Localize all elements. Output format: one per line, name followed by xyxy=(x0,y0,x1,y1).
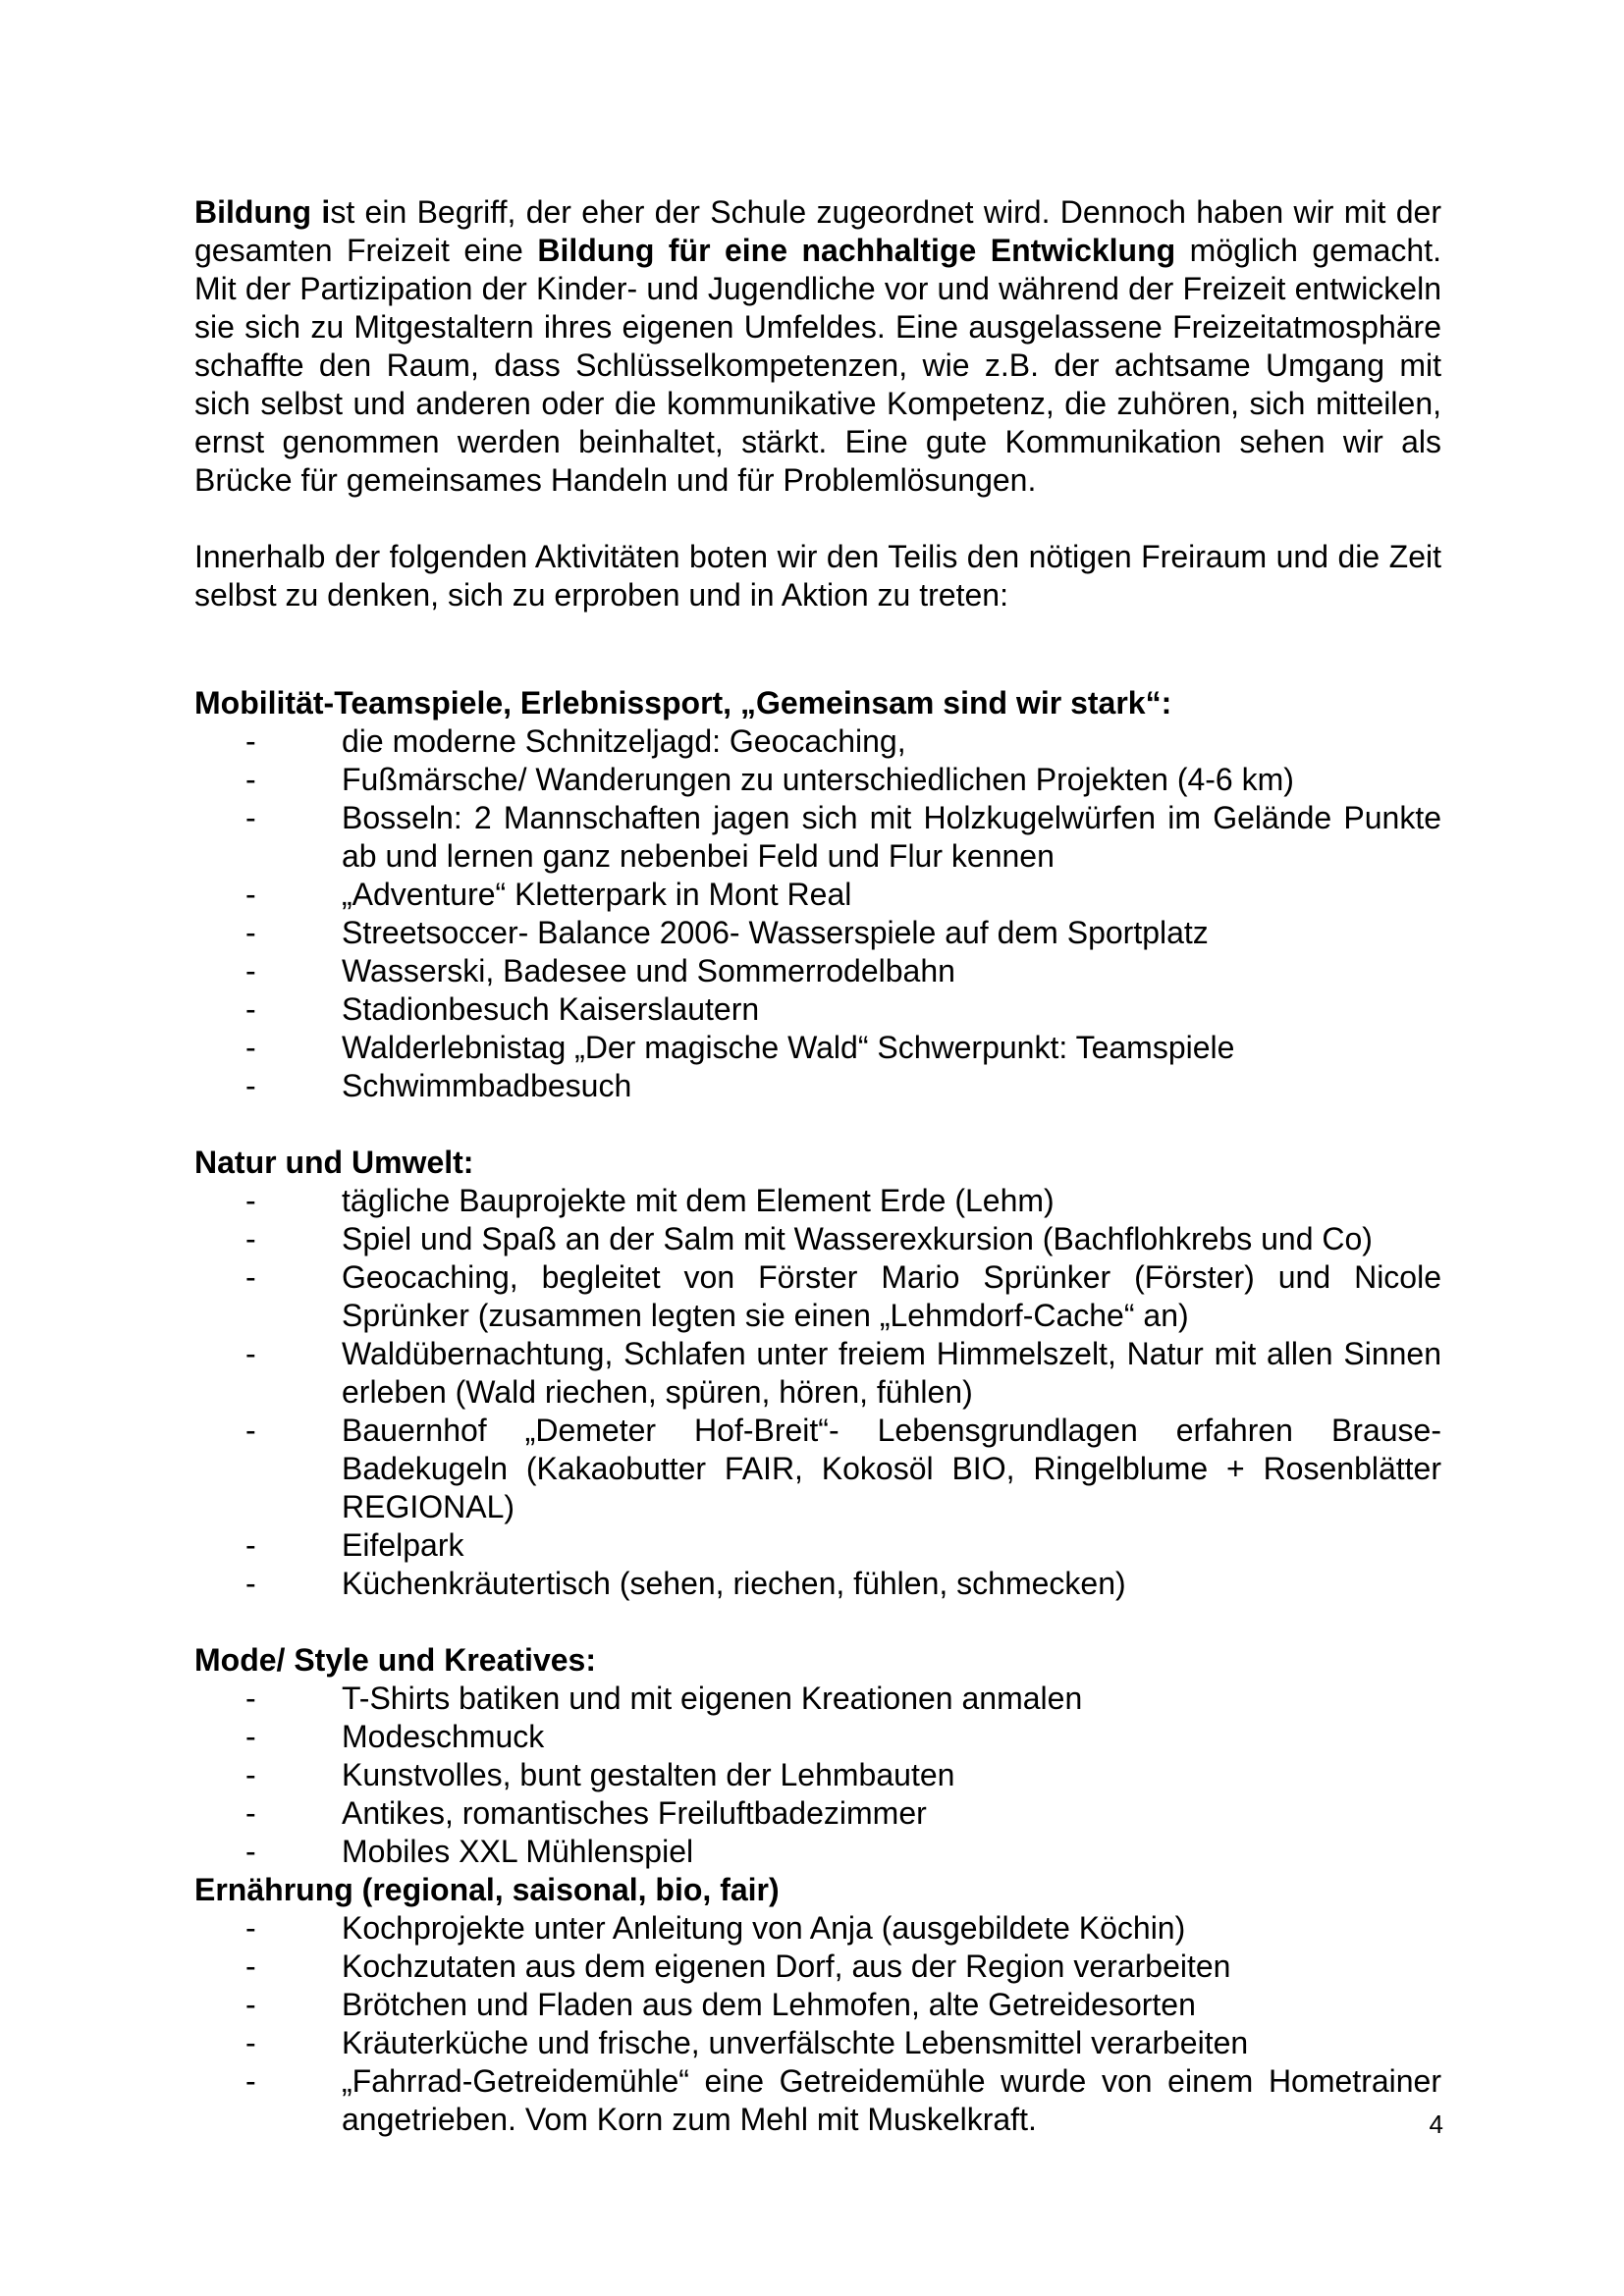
list-item xyxy=(194,2062,1441,2139)
activity-list xyxy=(194,722,1441,1105)
list-item xyxy=(194,761,1441,799)
bold-term-bne: Bildung für eine nachhaltige Entwicklung xyxy=(537,233,1176,268)
bullet-dash: - xyxy=(245,1030,256,1065)
activity-sections xyxy=(194,684,1441,2139)
bullet-dash: - xyxy=(245,2063,256,2099)
list-item-text: „Adventure“ Kletterpark in Mont Real xyxy=(342,877,852,912)
bullet-dash: - xyxy=(245,1566,256,1601)
section-heading: Mobilität-Teamspiele, Erlebnissport, „Gemeinsam sind wir stark“: xyxy=(194,685,1172,721)
list-item-text: Streetsoccer- Balance 2006- Wasserspiele auf dem Sportplatz xyxy=(342,915,1209,950)
list-item-text: Spiel und Spaß an der Salm mit Wasserexkursion (Bachflohkrebs und Co) xyxy=(342,1221,1373,1256)
bullet-dash: - xyxy=(245,1681,256,1716)
list-item xyxy=(194,799,1441,876)
bullet-dash: - xyxy=(245,877,256,912)
section-natur-umwelt xyxy=(194,1144,1441,1603)
list-item-text: Schwimmbadbesuch xyxy=(342,1068,632,1103)
list-item xyxy=(194,1756,1441,1794)
section-mobilitaet xyxy=(194,684,1441,1105)
list-item xyxy=(194,990,1441,1029)
list-item xyxy=(194,1182,1441,1220)
list-item-text: Kochprojekte unter Anleitung von Anja (ausgebildete Köchin) xyxy=(342,1910,1186,1946)
list-item xyxy=(194,876,1441,914)
bullet-dash: - xyxy=(245,1719,256,1754)
list-item-text: Stadionbesuch Kaiserslautern xyxy=(342,991,760,1027)
bullet-dash: - xyxy=(245,953,256,988)
list-item xyxy=(194,1335,1441,1412)
bullet-dash: - xyxy=(245,2025,256,2060)
section-mode-style xyxy=(194,1641,1441,1871)
intro-text-part-2: möglich gemacht. Mit der Partizipation der Kinder- und Jugendliche vor und während der Freizeit entwickeln sie sich zu Mitgestaltern ihres eigenen Umfeldes. Eine ausgelassene Freizeitatmosphäre schaffte den Raum, dass Schlüsselkompetenzen, wie z.B. der achtsame Umgang mit sich selbst und anderen oder die kommunikative Kompetenz, die zuhören, sich mitteilen, ernst genommen werden beinhaltet, stärkt. Eine gute Kommunikation sehen wir als Brücke für gemeinsames Handeln und für Problemlösungen. xyxy=(194,233,1442,498)
list-item-text: Küchenkräutertisch (sehen, riechen, fühlen, schmecken) xyxy=(342,1566,1126,1601)
list-item xyxy=(194,1833,1441,1871)
list-item-text: „Fahrrad-Getreidemühle“ eine Getreidemühle wurde von einem Hometrainer angetrieben. Vom Korn zum Mehl mit Muskelkraft. xyxy=(342,2063,1441,2137)
list-item-text: tägliche Bauprojekte mit dem Element Erde (Lehm) xyxy=(342,1183,1055,1218)
list-item-text: die moderne Schnitzeljagd: Geocaching, xyxy=(342,723,906,759)
list-item-text: T-Shirts batiken und mit eigenen Kreationen anmalen xyxy=(342,1681,1083,1716)
bullet-dash: - xyxy=(245,1949,256,1984)
list-item xyxy=(194,914,1441,952)
list-item-text: Kunstvolles, bunt gestalten der Lehmbauten xyxy=(342,1757,955,1792)
bullet-dash: - xyxy=(245,1987,256,2022)
bullet-dash: - xyxy=(245,762,256,797)
intro-paragraph-2: Innerhalb der folgenden Aktivitäten boten wir den Teilis den nötigen Freiraum und die Zeit selbst zu denken, sich zu erproben und in Aktion zu treten: xyxy=(194,539,1441,613)
bullet-dash: - xyxy=(245,1834,256,1869)
list-item-text: Bosseln: 2 Mannschaften jagen sich mit Holzkugelwürfen im Gelände Punkte ab und lernen ganz nebenbei Feld und Flur kennen xyxy=(342,800,1441,874)
intro-paragraph-1 xyxy=(194,193,1441,500)
section-heading: Mode/ Style und Kreatives: xyxy=(194,1642,596,1678)
section-heading: Natur und Umwelt: xyxy=(194,1145,474,1180)
list-item xyxy=(194,1412,1441,1526)
bullet-dash: - xyxy=(245,1259,256,1295)
page-number: 4 xyxy=(1429,2109,1443,2139)
list-item-text: Mobiles XXL Mühlenspiel xyxy=(342,1834,694,1869)
list-item-text: Antikes, romantisches Freiluftbadezimmer xyxy=(342,1795,927,1831)
section-spacer xyxy=(194,1603,1441,1641)
list-item xyxy=(194,1565,1441,1603)
list-item xyxy=(194,1258,1441,1335)
section-ernaehrung xyxy=(194,1871,1441,2139)
list-item xyxy=(194,2024,1441,2062)
bullet-dash: - xyxy=(245,1183,256,1218)
list-item xyxy=(194,1220,1441,1258)
list-item-text: Wasserski, Badesee und Sommerrodelbahn xyxy=(342,953,955,988)
list-item-text: Brötchen und Fladen aus dem Lehmofen, alte Getreidesorten xyxy=(342,1987,1196,2022)
list-item-text: Fußmärsche/ Wanderungen zu unterschiedlichen Projekten (4-6 km) xyxy=(342,762,1294,797)
bullet-dash: - xyxy=(245,1910,256,1946)
list-item xyxy=(194,1794,1441,1833)
bullet-dash: - xyxy=(245,723,256,759)
bullet-dash: - xyxy=(245,915,256,950)
list-item-text: Walderlebnistag „Der magische Wald“ Schwerpunkt: Teamspiele xyxy=(342,1030,1235,1065)
activity-list xyxy=(194,1680,1441,1871)
list-item xyxy=(194,1909,1441,1948)
bullet-dash: - xyxy=(245,1757,256,1792)
list-item xyxy=(194,1948,1441,1986)
intro-text xyxy=(194,193,1441,614)
bullet-dash: - xyxy=(245,1527,256,1563)
bullet-dash: - xyxy=(245,1413,256,1448)
list-item xyxy=(194,1067,1441,1105)
list-item xyxy=(194,1986,1441,2024)
bullet-dash: - xyxy=(245,1336,256,1371)
list-item xyxy=(194,1680,1441,1718)
list-item-text: Bauernhof „Demeter Hof-Breit“- Lebensgrundlagen erfahren Brause- Badekugeln (Kakaobutter FAIR, Kokosöl BIO, Ringelblume + Rosenblätter REGIONAL) xyxy=(342,1413,1441,1524)
intro-text-part-1: st ein Begriff, der eher der Schule zugeordnet wird. Dennoch haben wir mit der gesamten Freizeit eine xyxy=(194,194,1442,268)
bullet-dash: - xyxy=(245,991,256,1027)
bold-term-bildung: Bildung i xyxy=(194,194,331,230)
list-item-text: Modeschmuck xyxy=(342,1719,545,1754)
list-item xyxy=(194,722,1441,761)
list-item-text: Kräuterküche und frische, unverfälschte Lebensmittel verarbeiten xyxy=(342,2025,1249,2060)
bullet-dash: - xyxy=(245,1068,256,1103)
list-item xyxy=(194,1029,1441,1067)
list-item-text: Geocaching, begleitet von Förster Mario Sprünker (Förster) und Nicole Sprünker (zusammen legten sie einen „Lehmdorf-Cache“ an) xyxy=(342,1259,1441,1333)
bullet-dash: - xyxy=(245,800,256,835)
list-item-text: Waldübernachtung, Schlafen unter freiem Himmelszelt, Natur mit allen Sinnen erleben (Wald riechen, spüren, hören, fühlen) xyxy=(342,1336,1441,1410)
bullet-dash: - xyxy=(245,1795,256,1831)
activity-list xyxy=(194,1182,1441,1603)
list-item xyxy=(194,1526,1441,1565)
bullet-dash: - xyxy=(245,1221,256,1256)
list-item-text: Kochzutaten aus dem eigenen Dorf, aus der Region verarbeiten xyxy=(342,1949,1231,1984)
section-heading: Ernährung (regional, saisonal, bio, fair) xyxy=(194,1872,780,1907)
activity-list xyxy=(194,1909,1441,2139)
section-spacer xyxy=(194,1105,1441,1144)
list-item xyxy=(194,1718,1441,1756)
list-item xyxy=(194,952,1441,990)
list-item-text: Eifelpark xyxy=(342,1527,464,1563)
